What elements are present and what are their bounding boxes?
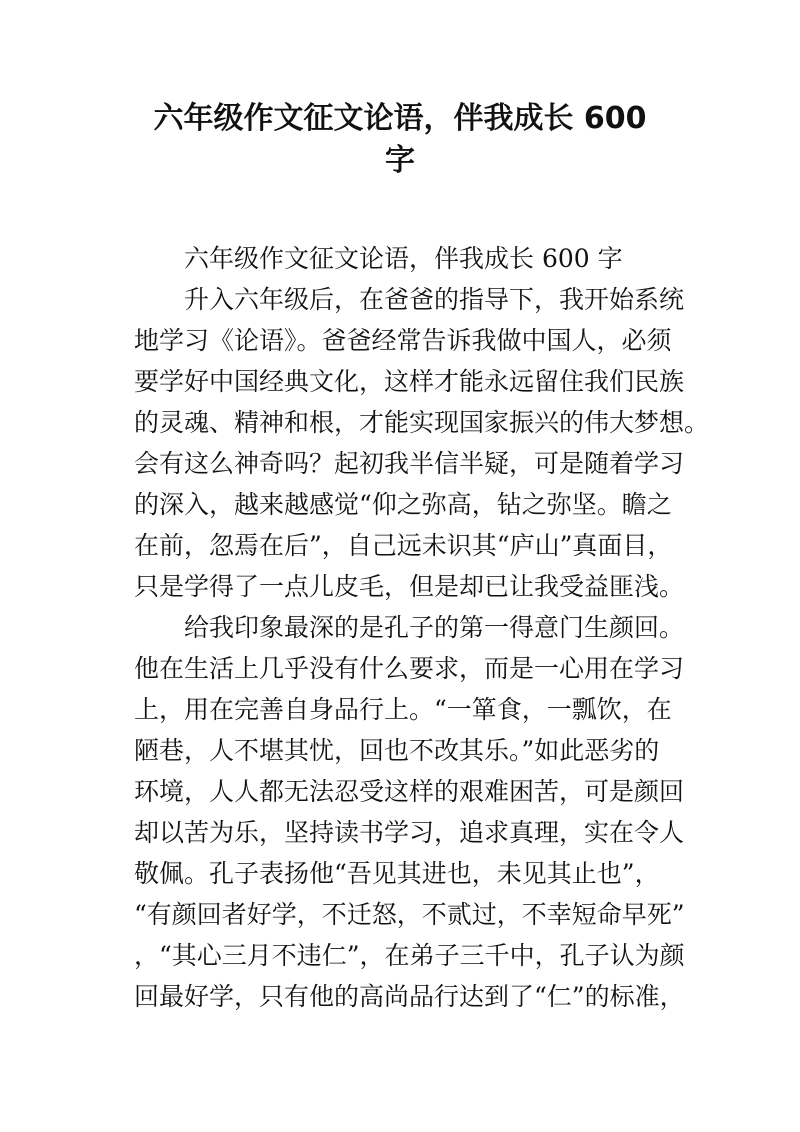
text-line: 的灵魂、精神和根，才能实现国家振兴的伟大梦想。: [134, 408, 710, 437]
text-line: 地学习《论语》。爸爸经常告诉我做中国人，必须: [134, 326, 672, 355]
text-line: 他在生活上几乎没有什么要求，而是一心用在学习: [134, 654, 685, 683]
text-line: 只是学得了一点儿皮毛，但是却已让我受益匪浅。: [134, 572, 685, 601]
text-line: ，“其心三月不违仁”，在弟子三千中，孔子认为颜: [134, 941, 685, 970]
text-line: 给我印象最深的是孔子的第一得意门生颜回。: [184, 613, 685, 642]
text-line: 上，用在完善自身品行上。“一箪食，一瓢饮，在: [134, 695, 672, 724]
title-line: 六年级作文征文论语，伴我成长 600: [153, 101, 647, 136]
title-line: 字: [385, 143, 415, 178]
text-line: 的深入，越来越感觉“仰之弥高，钻之弥坚。瞻之: [134, 490, 672, 519]
text-line: 六年级作文征文论语，伴我成长 600 字: [184, 244, 623, 273]
text-line: 敬佩。孔子表扬他“吾见其进也，未见其止也”，: [134, 859, 660, 888]
text-line: 回最好学，只有他的高尚品行达到了“仁”的标准，: [134, 982, 685, 1011]
document-body: [134, 238, 710, 1017]
text-line: 会有这么神奇吗？起初我半信半疑，可是随着学习: [134, 449, 685, 478]
document-title: [120, 98, 680, 182]
text-line: “有颜回者好学，不迁怒，不贰过，不幸短命早死”: [134, 900, 685, 929]
text-line: 陋巷，人不堪其忧，回也不改其乐。”如此恶劣的: [134, 736, 660, 765]
text-line: 却以苦为乐，坚持读书学习，追求真理，实在令人: [134, 818, 685, 847]
text-line: 要学好中国经典文化，这样才能永远留住我们民族: [134, 367, 685, 396]
text-line: 在前，忽焉在后”，自己远未识其“庐山”真面目，: [134, 531, 673, 560]
text-line: 升入六年级后，在爸爸的指导下，我开始系统: [184, 285, 685, 314]
text-line: 环境，人人都无法忍受这样的艰难困苦，可是颜回: [134, 777, 685, 806]
